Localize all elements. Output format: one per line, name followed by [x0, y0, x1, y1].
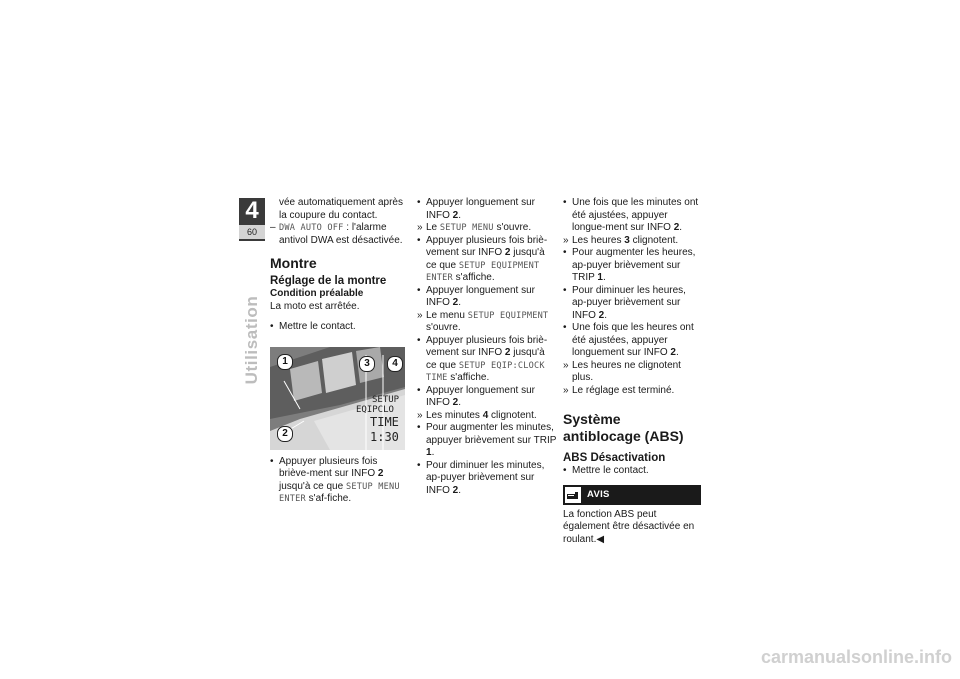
result-marker: »	[417, 222, 423, 233]
result-text: Les minutes	[426, 409, 480, 421]
ref-number: 2	[377, 468, 384, 479]
bullet-item	[563, 197, 701, 235]
bullet-item	[417, 197, 557, 222]
bullet-marker: •	[417, 384, 421, 396]
period: .	[679, 222, 683, 233]
callout-1: 1	[277, 354, 293, 370]
heading-condition: Condition préalable	[270, 288, 364, 299]
period: .	[458, 484, 462, 496]
ref-number: 2	[452, 209, 459, 221]
result-item	[417, 310, 557, 335]
lcd-eqipclo: EQIPCLO	[356, 404, 394, 415]
code-text: DWA AUTO OFF	[279, 223, 344, 233]
callout-2: 2	[277, 426, 293, 442]
bullet-marker: •	[417, 334, 421, 346]
dash-item	[270, 222, 410, 247]
result-text: Les heures	[572, 234, 622, 246]
step-text: Pour augmenter les minutes, appuyer brièvement sur TRIP	[426, 422, 557, 446]
result-text: Le menu	[426, 309, 465, 321]
ref-number: 1	[426, 447, 432, 458]
bullet-item	[417, 385, 557, 410]
dash-marker: –	[270, 222, 276, 233]
step-text: s'affiche.	[450, 372, 490, 383]
callout-4: 4	[387, 356, 403, 372]
step-text: s'af-fiche.	[308, 493, 352, 504]
notice-body: La fonction ABS peut également être désactivée en roulant.	[563, 508, 695, 545]
column-1	[270, 197, 410, 506]
callout-3: 3	[359, 356, 375, 372]
dashboard-photo	[270, 347, 405, 450]
period: .	[458, 209, 462, 221]
step-text: Appuyer plusieurs fois briè-vement sur INFO	[426, 234, 548, 258]
heading-reglage: Réglage de la montre	[270, 275, 387, 287]
heading-abs-deactivation: ABS Désactivation	[563, 452, 666, 464]
result-text: Le réglage est terminé.	[572, 384, 675, 396]
ref-number: 3	[624, 234, 630, 246]
lcd-clock: 1:30	[370, 429, 399, 444]
lcd-time: TIME	[370, 414, 399, 429]
step-text: Pour augmenter les heures, ap-puyer brièvement sur TRIP	[572, 247, 696, 283]
bullet-marker: •	[563, 322, 567, 333]
ref-number: 2	[598, 309, 605, 321]
bullet-marker: •	[417, 422, 421, 433]
bullet-item	[270, 456, 410, 506]
notice-label: AVIS	[587, 488, 610, 500]
ref-number: 1	[597, 272, 603, 283]
ref-number: 2	[670, 347, 676, 358]
bullet-marker: •	[563, 197, 567, 208]
result-text: Les heures ne clignotent plus.	[572, 359, 681, 383]
heading-montre: Montre	[270, 255, 317, 271]
bullet-marker: •	[417, 284, 421, 296]
bullet-marker: •	[563, 247, 567, 258]
result-marker: »	[563, 359, 569, 371]
page-number: 60	[239, 225, 265, 239]
ref-number: 2	[452, 484, 459, 496]
result-text: s'ouvre.	[496, 222, 532, 233]
bullet-item	[563, 322, 701, 360]
bullet-marker: •	[417, 234, 421, 246]
step-text: Une fois que les heures ont été ajustées, appuyer longuement sur INFO	[572, 322, 694, 358]
condition-text: La moto est arrêtée.	[270, 300, 360, 312]
bullet-item	[270, 321, 410, 334]
bullet-item	[563, 285, 701, 323]
heading-abs: Système antiblocage (ABS)	[563, 411, 684, 444]
bullet-item	[417, 285, 557, 310]
chapter-tab	[239, 198, 265, 241]
bullet-item	[417, 235, 557, 285]
result-text: clignotent.	[632, 234, 679, 246]
period: .	[675, 347, 679, 358]
step-text: Appuyer longuement sur INFO	[426, 197, 535, 221]
step-text: Mettre le contact.	[279, 321, 356, 332]
ref-number: 2	[504, 347, 511, 358]
column-2	[417, 197, 557, 497]
step-text: Appuyer plusieurs fois briève-ment sur INFO	[279, 455, 378, 479]
lcd-setup: SETUP	[372, 394, 400, 405]
step-text: Appuyer plusieurs fois briè-vement sur INFO	[426, 334, 548, 358]
result-marker: »	[563, 234, 569, 246]
dash-text: : l'alarme antivol DWA est désactivée.	[279, 222, 403, 246]
code-text: SETUP EQIP:CLOCK TIME	[426, 360, 545, 383]
notice-text	[563, 509, 701, 547]
result-marker: »	[417, 409, 423, 421]
result-item	[417, 222, 557, 235]
column-3	[563, 197, 701, 546]
step-text: Pour diminuer les minutes, ap-puyer brièvement sur INFO	[426, 459, 545, 496]
notice-hand-icon	[565, 487, 581, 503]
ref-number: 2	[452, 297, 459, 308]
step-text: jusqu'à ce que	[279, 480, 344, 492]
bullet-item	[417, 422, 557, 460]
code-text: SETUP EQUIPMENT	[467, 310, 549, 321]
continued-text: vée automatiquement après la coupure du contact.	[279, 197, 403, 221]
result-item	[563, 360, 701, 385]
ref-number: 2	[673, 222, 680, 233]
bullet-marker: •	[417, 459, 421, 471]
bullet-marker: •	[417, 197, 421, 208]
step-text: Pour diminuer les heures, ap-puyer brièvement sur INFO	[572, 284, 686, 321]
bullet-item	[563, 465, 701, 478]
step-text: s'affiche.	[455, 272, 495, 283]
result-text: Le	[426, 222, 438, 233]
ref-number: 4	[482, 409, 489, 421]
bullet-item	[417, 335, 557, 385]
bullet-marker: •	[270, 455, 274, 467]
notice-box	[563, 485, 701, 505]
code-text: SETUP MENU ENTER	[279, 481, 400, 504]
result-marker: »	[563, 384, 569, 396]
code-text: SETUP MENU	[439, 223, 494, 233]
bullet-marker: •	[270, 321, 274, 332]
chapter-number: 4	[245, 197, 259, 224]
result-marker: »	[417, 309, 423, 321]
period: .	[431, 447, 435, 458]
code-text: SETUP EQUIPMENT ENTER	[426, 260, 540, 283]
period: .	[602, 272, 606, 283]
end-marker-icon: ◀	[596, 533, 605, 545]
result-item	[563, 235, 701, 248]
period: .	[604, 309, 608, 321]
bullet-item	[417, 460, 557, 498]
period: .	[458, 297, 462, 308]
period: .	[458, 397, 462, 408]
watermark: carmanualsonline.info	[760, 647, 952, 667]
bullet-marker: •	[563, 284, 567, 296]
bullet-item	[563, 247, 701, 285]
step-text: Une fois que les minutes ont été ajustées, appuyer longue-ment sur INFO	[572, 197, 699, 233]
result-item	[563, 385, 701, 398]
step-text: Mettre le contact.	[572, 465, 649, 476]
ref-number: 2	[452, 397, 459, 408]
step-text: jusqu'à ce que	[426, 247, 545, 271]
step-text: jusqu'à ce que	[426, 347, 545, 371]
ref-number: 2	[504, 247, 511, 258]
bullet-marker: •	[563, 465, 567, 476]
result-text: clignotent.	[491, 409, 537, 421]
step-text: Appuyer longuement sur INFO	[426, 284, 535, 308]
result-text: s'ouvre.	[426, 322, 461, 333]
section-title: Utilisation	[241, 295, 261, 385]
result-item	[417, 410, 557, 423]
step-text: Appuyer longuement sur INFO	[426, 384, 535, 408]
